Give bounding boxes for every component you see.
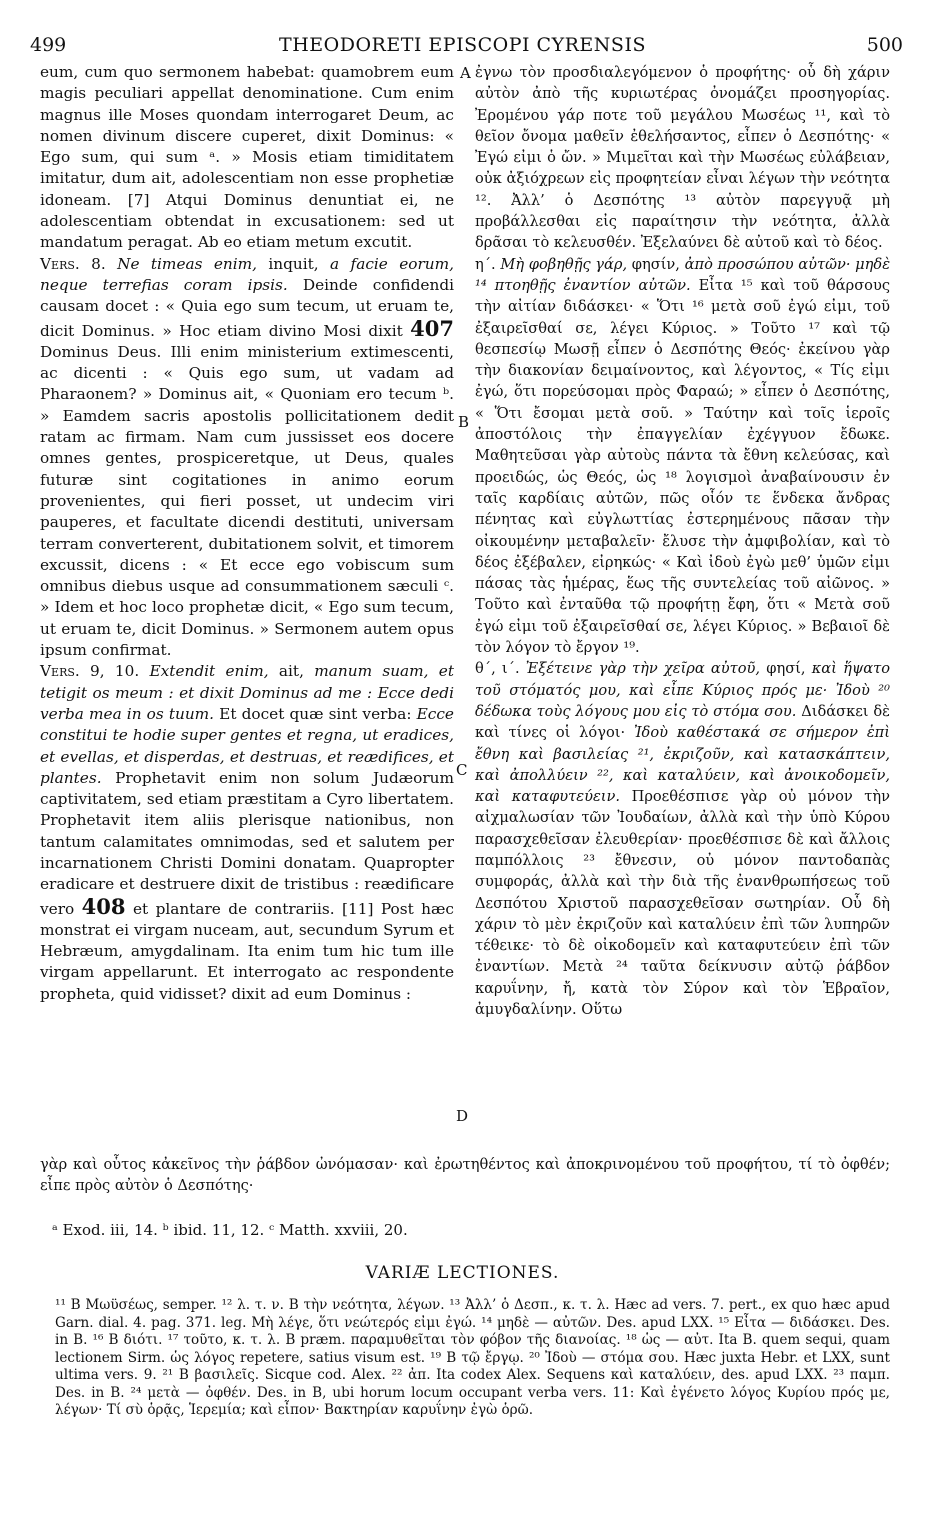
body-text: Prophetavit enim non solum Judæorum captivitatem, sed etiam præstitam a Cyro libertatem. Prophetavit item aliis plerisque nationibus, non tantum calamitates omnimodas, sed et salutem per incarnationem Christi Domini donatam. Quapropter eradicare et destruere dixit de tristibus : reædificare vero [40, 768, 454, 918]
body-text: Προεθέσπισε γὰρ οὐ μόνον τὴν αἰχμαλωσίαν τῶν Ἰουδαίων, ἀλλὰ καὶ τὴν ὑπὸ Κύρου παρασχεθεῖσαν ἐλευθερίαν· προεθέσπισε δὲ καὶ ἄλλοις παμπόλλοις ²³ ἔθνεσιν, οὐ μόνον παντοδαπὰς συμφοράς, ἀλλὰ καὶ τὴν διὰ τῆς ἐνανθρωπήσεως τοῦ Δεσπότου Χριστοῦ παρασχεθεῖσαν σωτηρίαν. Οὗ δὴ χάριν τὸ μὲν ἐκριζοῦν καὶ καταλύειν ἐπὶ τῶν λυπηρῶν τέθεικε· τὸ δὲ οἰκοδομεῖν καὶ καταφυτεύειν ἐπὶ τῶν ἐναντίων. Μετὰ ²⁴ ταῦτα δείκνυσιν αὐτῷ ῥάβδον καρυΐνην, ἤ, κατὰ τὸν Σύρον καὶ τὸν Ἑβραῖον, ἀμυγδαλίνην. Οὕτω [475, 788, 890, 1019]
greek-bridge-line: γὰρ καὶ οὗτος κἀκεῖνος τὴν ῥάβδον ὠνόμασαν· καὶ ἐρωτηθέντος καὶ ἀποκρινομένου τοῦ προφήτου, τί τὸ ὀφθέν; εἶπε πρὸς αὐτὸν ὁ Δεσπότης· [40, 1156, 890, 1194]
scripture-quote: Ne timeas enim, [117, 254, 257, 273]
scripture-quote: καὶ ἥψατο τοῦ στόματός μου, καὶ εἶπε Κύριος πρός με· Ἰδοὺ ²⁰ δέδωκα τοὺς λόγους μου εἰς τὸ στόμα σου. [475, 660, 890, 720]
greek-paragraph [475, 254, 890, 659]
body-text: ait, [278, 662, 304, 681]
body-text: φησί, [766, 660, 806, 678]
greek-column [475, 62, 890, 1020]
scripture-quote: Μὴ φοβηθῇς γάρ, [500, 255, 628, 273]
scripture-quote: Ἐξέτεινε γὰρ τὴν χεῖρα αὐτοῦ, [525, 660, 761, 678]
latin-paragraph [40, 254, 454, 662]
body-text: Dominus Deus. Illi enim ministerium extimescenti, ac dicenti : « Quis ego sum, ut vadam ad Pharaonem? » Dominus ait, « Quoniam ero tecum ᵇ. » Eamdem sacris apostolis pollicitationem dedit ratam ac firmam. Nam cum jussisset eos docere omnes gentes, prospiceretque, ut Deus, quales futuræ sint cogitationes in animo eorum provenientes, qui fieri posset, ut undecim viri pauperes, et facultate dicendi destituti, universam terram converterent, dubitationem solvit, et timorem excussit, dicens : « Et ecce ego vobiscum sum omnibus diebus usque ad consummationem sæculi ᶜ. » Idem et hoc loco prophetæ dicit, « Ego sum tecum, ut eruam te, dicit Dominus. » Sermonem autem opus ipsum confirmat. [40, 342, 454, 660]
latin-paragraph [40, 661, 454, 1005]
body-text: Et docet quæ sint verba: [219, 704, 412, 723]
body-text: et plantare de contrariis. [11] Post hæc monstrat ei virgam nuceam, aut, secundum Syrum et Hebræum, amygdalinam. Ita enim tum hic tum ille virgam appellarunt. Et interrogato ac respondente propheta, quid vidisset? dixit ad eum Dominus : [40, 899, 454, 1003]
page-header [0, 0, 925, 70]
body-text: inquit, [268, 254, 319, 273]
scripture-quote: Ecce constitui te hodie super gentes et regna, ut eradices, et evellas, et disperdas, et destruas, et reædifices, et plantes. [40, 704, 454, 787]
variae-lectiones-notes [55, 1297, 890, 1420]
greek-paragraph: ἐγνω τὸν προσδιαλεγόμενον ὁ προφήτης· οὗ δὴ χάριν αὐτὸν ἀπὸ τῆς κυριωτέρας ὀνομάζει προσηγορίας. Ἐρομένου γάρ ποτε τοῦ μεγάλου Μωσέως ¹¹, καὶ τὸ θεῖον ὄνομα μαθεῖν ἐθελήσαντος, εἶπεν ὁ Δεσπότης· « Ἐγώ εἰμι ὁ ὤν. » Μιμεῖται καὶ τὴν Μωσέως εὐλάβειαν, οὐκ ἀξιόχρεων εἰς προφητείαν εἶναι λέγων τὴν νεότητα ¹². Ἀλλ’ ὁ Δεσπότης ¹³ αὐτὸν παρεγγυᾷ μὴ προβάλλεσθαι εἰς παραίτησιν τὴν νεότητα, ἀλλὰ δρᾶσαι τὸ κελευσθέν. Ἐξελαύνει δὲ αὐτοῦ καὶ τὸ δέος. [475, 64, 890, 252]
body-text: Διδάσκει δὲ καὶ τίνες οἱ λόγοι· [475, 702, 890, 742]
source-footnotes: ᵃ Exod. iii, 14. ᵇ ibid. 11, 12. ᶜ Matth. xxviii, 20. [52, 1221, 408, 1239]
latin-paragraph: eum, cum quo sermonem habebat: quamobrem eum magis peculiari appellat denominatione. Cum enim magnus ille Moses quondam interrogaret Deum, ac nomen divinum discere cuperet, dixit Dominus: « Ego sum, qui sum ᵃ. » Mosis etiam timiditatem imitatur, dum ait, adolescentiam non esse prophetiæ idoneam. [7] Atqui Dominus denuntiat ei, ne adolescentiam obtendat in excusationem: sed ut mandatum peragat. Ab eo etiam metum excutit. [40, 63, 454, 252]
page-number-right: 500 [866, 34, 903, 56]
verse-label: Vers. 8. [40, 254, 106, 273]
margin-mark-d: D [456, 1107, 469, 1125]
running-title: THEODORETI EPISCOPI CYRENSIS [279, 34, 646, 56]
body-text: Deinde confidendi causam docet : « Quia ego sum tecum, ut eruam te, dicit Dominus. » Hoc etiam divino Mosi dixit [40, 275, 455, 340]
page-number-left: 499 [30, 34, 67, 56]
scripture-quote: Extendit enim, [149, 662, 269, 681]
scripture-quote: a facie eorum, neque terrefias coram ipsis. [40, 254, 454, 294]
column-number-408: 408 [81, 893, 126, 919]
variae-lectiones-heading: VARIÆ LECTIONES. [365, 1263, 560, 1283]
verse-label: Vers. 9, 10. [40, 662, 140, 681]
margin-mark-c: C [456, 761, 468, 779]
verse-label: θ΄, ι΄. [475, 660, 520, 678]
scripture-quote: ἀπὸ προσώπου αὐτῶν· μηδὲ ¹⁴ πτοηθῇς ἐναντίον αὐτῶν. [475, 255, 891, 294]
body-text: Εἶτα ¹⁵ καὶ τοῦ θάρσους τὴν αἰτίαν διδάσκει· « Ὅτι ¹⁶ μετὰ σοῦ ἐγώ εἰμι, τοῦ ἐξαιρεῖσθαί σε, λέγει Κύριος. » Τοῦτο ¹⁷ καὶ τῷ θεσπεσίῳ Μωσῇ εἶπεν ὁ Δεσπότης Θεός· ἐκείνου γὰρ τὴν διακονίαν δειμαίνοντος, καὶ λέγοντος, « Τίς εἰμι ἐγώ, ὅτι πορεύσομαι πρὸς Φαραώ; » εἶπεν ὁ Δεσπότης, « Ὅτι ἔσομαι μετὰ σοῦ. » Ταύτην καὶ τοῖς ἱεροῖς ἀποστόλοις τὴν ἐπαγγελίαν ἐχέγγυον ἔδωκε. Μαθητεῦσαι γὰρ αὐτοὺς πάντα τὰ ἔθνη κελεύσας, καὶ προειδώς, ὡς Θεός, ὡς ¹⁸ λογισμοὶ ἀναβαίνουσιν ἐν ταῖς καρδίαις αὐτῶν, πῶς οἷόν τε ἕνδεκα ἄνδρας πένητας καὶ εὐγλωττίας ἐστερημένους πᾶσαν τὴν οἰκουμένην μεταβαλεῖν· ἔλυσε τὴν ἀμφιβολίαν, καὶ τὸ δέος ἐξέβαλεν, εἰρηκώς· « Καὶ ἰδοὺ ἐγὼ μεθ’ ὑμῶν εἰμι πάσας τὰς ἡμέρας, ἕως τῆς συντελείας τοῦ αἰῶνος. » Τοῦτο καὶ ἐνταῦθα τῷ προφήτῃ ἔφη, ὅτι « Μετὰ σοῦ ἐγώ εἰμι τοῦ ἐξαιρεῖσθαί σε, λέγει Κύριος. » Βεβαιοῖ δὲ τὸν λόγον τὸ ἔργον ¹⁹. [475, 276, 890, 657]
variant-readings-text: ¹¹ B Μωϋσέως, semper. ¹² λ. τ. ν. B τὴν νεότητα, λέγων. ¹³ Ἀλλ’ ὁ Δεσπ., κ. τ. λ. Hæc ad vers. 7. pert., ex quo hæc apud Garn. dial. 4. pag. 371. leg. Μὴ λέγε, ὅτι νεώτερός εἰμι ἐγώ. ¹⁴ μηδὲ — αὐτῶν. Des. apud LXX. ¹⁵ Εἶτα — διδάσκει. Des. in B. ¹⁶ B διότι. ¹⁷ τοῦτο, κ. τ. λ. B præm. παραμυθεῖται τὸν φόβον τῆς διανοίας. ¹⁸ ὡς — αὐτ. Ita B. quem sequi, quam lectionem Sirm. ὡς λόγος repetere, satius visum est. ¹⁹ B τῷ ἔργῳ. ²⁰ Ἰδοὺ — στόμα σου. Hæc juxta Hebr. et LXX, sunt ultima vers. 9. ²¹ B βασιλεῖς. Sicque cod. Alex. ²² ἀπ. Ita codex Alex. Sequens καὶ καταλύειν, des. apud LXX. ²³ παμπ. Des. in B. ²⁴ μετὰ — ὀφθέν. Des. in B, ubi horum locum occupant verba vers. 11: Καὶ ἐγένετο λόγος Κυρίου πρός με, λέγων· Τί σὺ ὁρᾷς, Ἱερεμία; καὶ εἶπον· Βακτηρίαν καρυΐνην ἐγὼ ὁρῶ. [55, 1297, 890, 1418]
greek-paragraph [475, 658, 890, 1020]
margin-mark-a: A [460, 64, 471, 82]
verse-label: η΄. [475, 255, 496, 273]
scripture-quote: manum suam, et tetigit os meum : et dixit Dominus ad me : Ecce dedi verba mea in os tuum. [40, 662, 454, 723]
column-number-407: 407 [410, 315, 454, 341]
margin-mark-b: B [458, 413, 470, 431]
body-text: φησίν, [631, 255, 680, 273]
scripture-quote: Ἰδοὺ καθέστακά σε σήμερον ἐπὶ ἔθνη καὶ βασιλείας ²¹, ἐκριζοῦν, καὶ κατασκάπτειν, καὶ ἀπολλύειν ²², καὶ καταλύειν, καὶ ἀνοικοδομεῖν, καὶ καταφυτεύειν. [475, 724, 890, 806]
latin-column [40, 62, 454, 1005]
